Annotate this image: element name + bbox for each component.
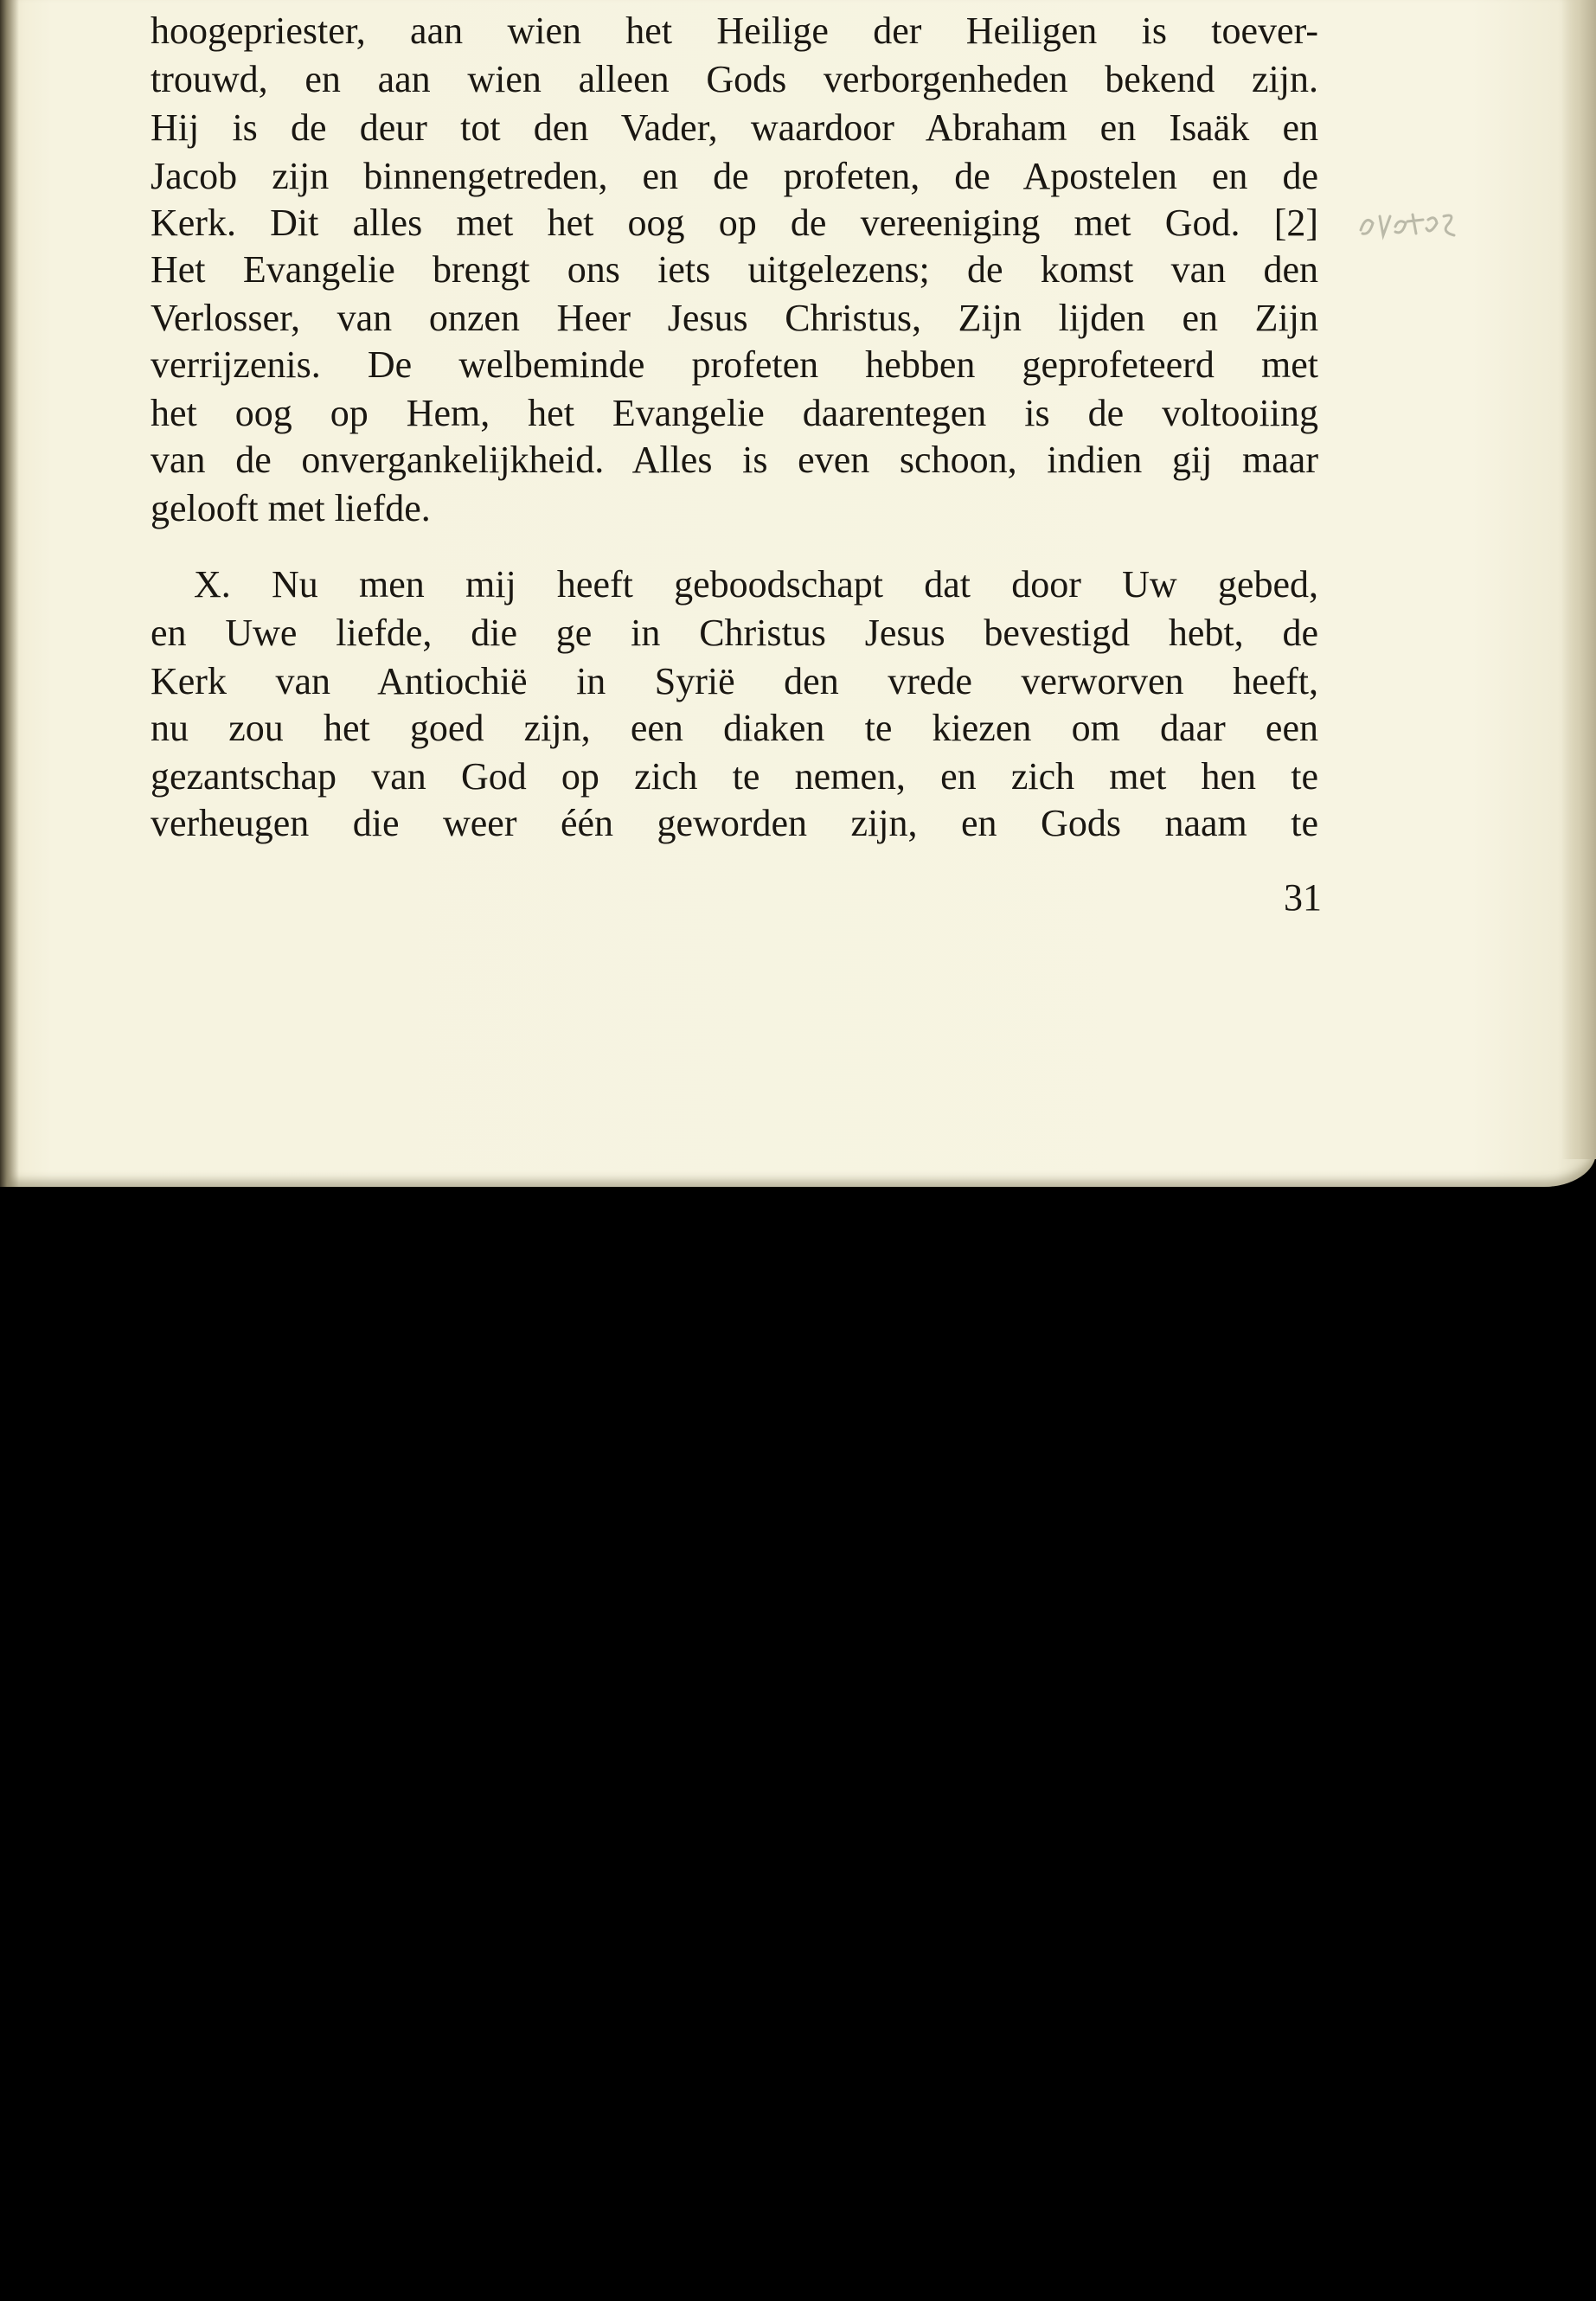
text-line: verheugen die weer één geworden zijn, en Gods naam te — [151, 802, 1318, 844]
page-number: 31 — [1284, 876, 1322, 919]
black-background — [0, 1187, 1596, 2301]
text-line: Hij is de deur tot den Vader, waardoor Abraham en Isaäk en — [151, 106, 1318, 149]
text-line: Kerk. Dit alles met het oog op de vereeniging met God. [2] — [151, 202, 1318, 244]
text-line: X. Nu men mij heeft geboodschapt dat door Uw gebed, — [194, 563, 1318, 606]
text-line: nu zou het goed zijn, een diaken te kiezen om daar een — [151, 707, 1318, 749]
text-line: gezantschap van God op zich te nemen, en zich met hen te — [151, 755, 1318, 798]
page-gutter-shadow — [0, 0, 19, 1187]
text-line: verrijzenis. De welbeminde profeten hebben geprofeteerd met — [151, 343, 1318, 386]
text-line: en Uwe liefde, die ge in Christus Jesus bevestigd hebt, de — [151, 612, 1318, 654]
text-line: gelooft met liefde. — [151, 487, 431, 529]
text-line: van de onvergankelijkheid. Alles is even schoon, indien gij maar — [151, 439, 1318, 481]
text-line: Jacob zijn binnengetreden, en de profeten, de Apostelen en de — [151, 155, 1318, 197]
text-line: het oog op Hem, het Evangelie daarentegen is de voltooiing — [151, 392, 1318, 434]
handwritten-margin-note — [1354, 197, 1475, 249]
text-line: Kerk van Antiochië in Syrië den vrede verworven heeft, — [151, 660, 1318, 702]
text-line: Verlosser, van onzen Heer Jesus Christus, Zijn lijden en Zijn — [151, 297, 1318, 339]
text-line: hoogepriester, aan wien het Heilige der Heiligen is toever- — [151, 10, 1318, 52]
text-line: trouwd, en aan wien alleen Gods verborgenheden bekend zijn. — [151, 58, 1318, 100]
text-line: Het Evangelie brengt ons iets uitgelezens; de komst van den — [151, 248, 1318, 291]
page-right-edge — [1561, 0, 1596, 1159]
